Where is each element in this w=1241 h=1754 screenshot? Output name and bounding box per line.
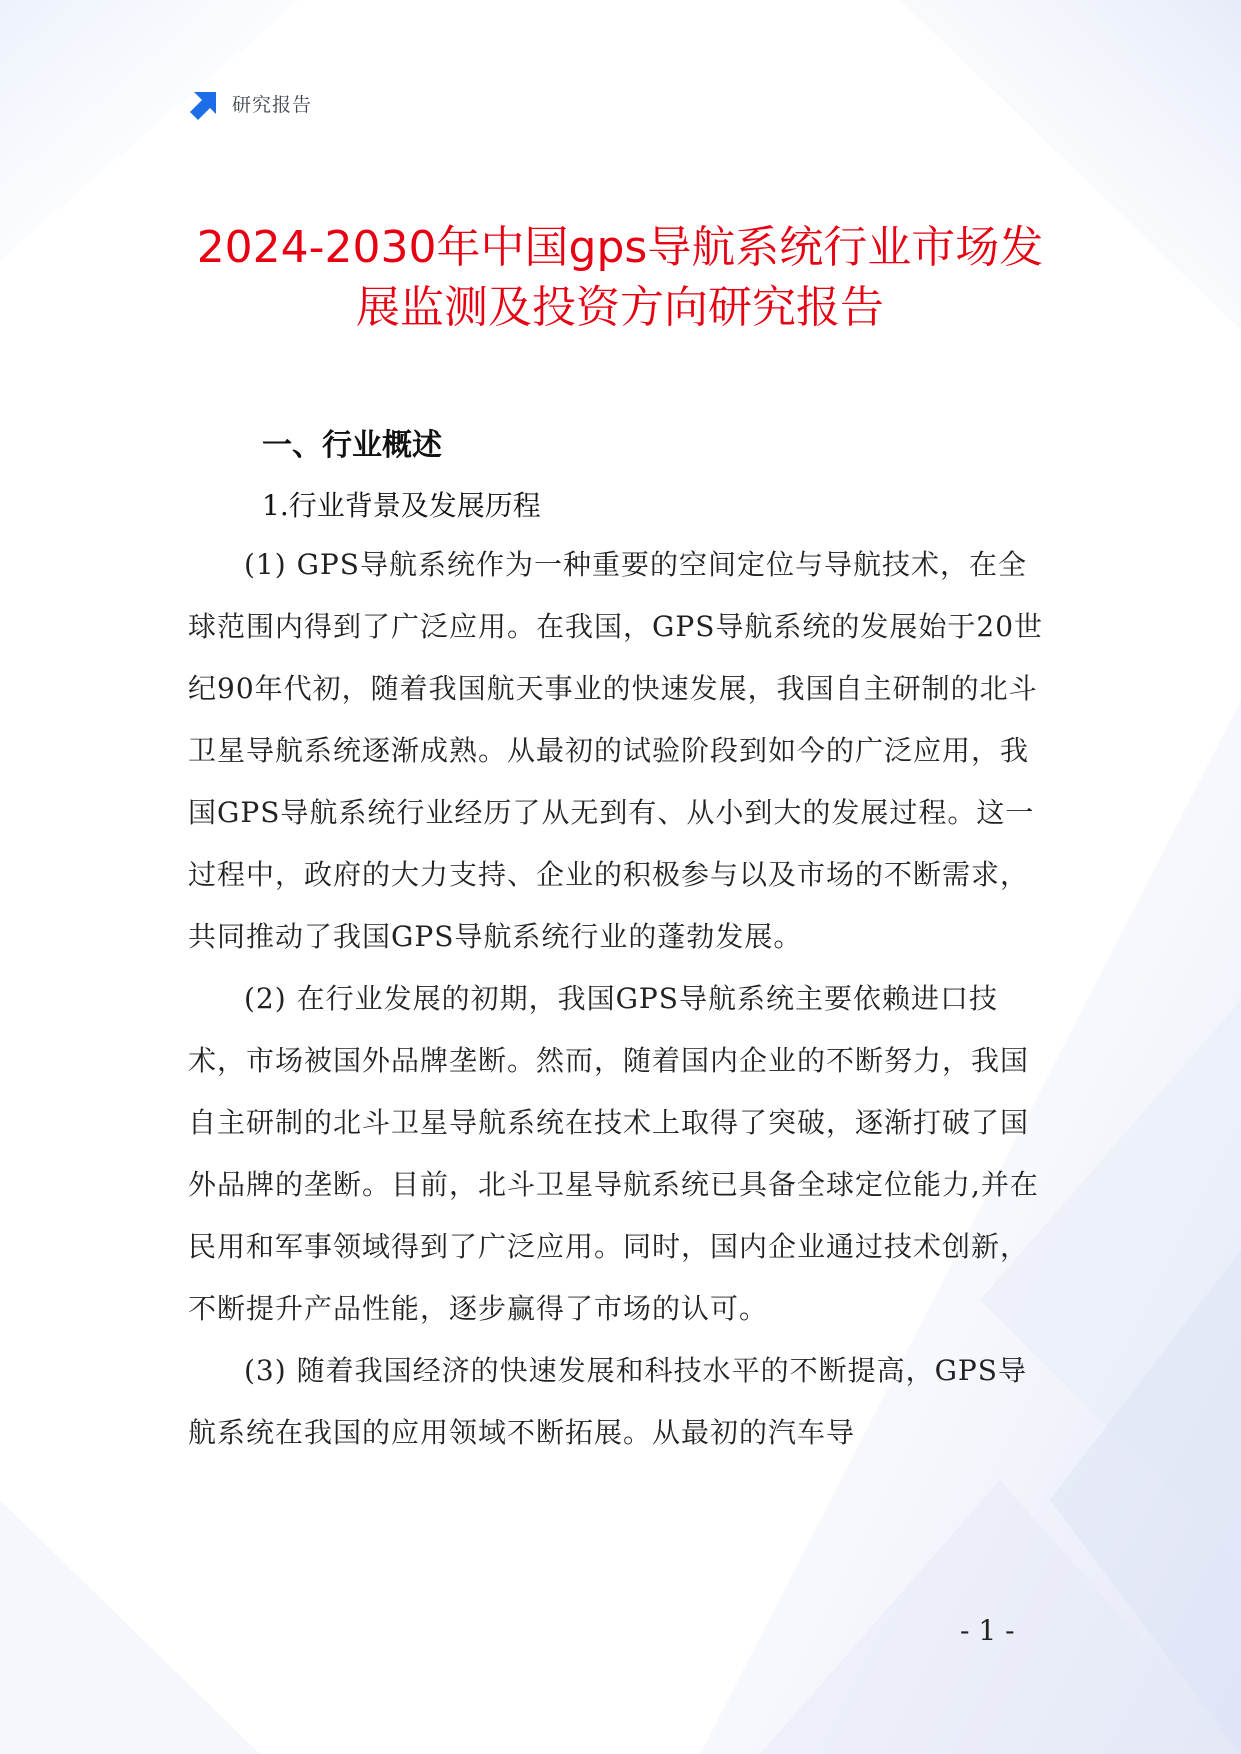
paragraph-1: (1) GPS导航系统作为一种重要的空间定位与导航技术，在全球范围内得到了广泛应用。在我国，GPS导航系统的发展始于20世纪90年代初，随着我国航天事业的快速发展，我国自主研制的北斗卫星导航系统逐渐成熟。从最初的试验阶段到如今的广泛应用，我国GPS导航系统行业经历了从无到有、从小到大的发展过程。这一过程中，政府的大力支持、企业的积极参与以及市场的不断需求，共同推动了我国GPS导航系统行业的蓬勃发展。 [188, 548, 1044, 953]
body-text [188, 534, 1054, 1464]
arrow-logo-icon [188, 86, 222, 120]
sub-heading: 1.行业背景及发展历程 [262, 489, 541, 522]
title-line-1: 2024-2030年中国gps导航系统行业市场发 [196, 222, 1044, 273]
report-title [150, 218, 1090, 338]
paragraph-2: (2) 在行业发展的初期，我国GPS导航系统主要依赖进口技术，市场被国外品牌垄断。然而，随着国内企业的不断努力，我国自主研制的北斗卫星导航系统在技术上取得了突破，逐渐打破了国外品牌的垄断。目前，北斗卫星导航系统已具备全球定位能力,并在民用和军事领域得到了广泛应用。同时，国内企业通过技术创新，不断提升产品性能，逐步赢得了市场的认可。 [188, 982, 1039, 1325]
page-number: - 1 - [960, 1614, 1015, 1647]
header-label: 研究报告 [232, 93, 313, 116]
report-header [188, 86, 312, 120]
section-heading: 一、行业概述 [262, 428, 442, 463]
paragraph-3: (3) 随着我国经济的快速发展和科技水平的不断提高，GPS导航系统在我国的应用领域不断拓展。从最初的汽车导 [188, 1354, 1027, 1449]
title-line-2: 展监测及投资方向研究报告 [356, 282, 884, 333]
